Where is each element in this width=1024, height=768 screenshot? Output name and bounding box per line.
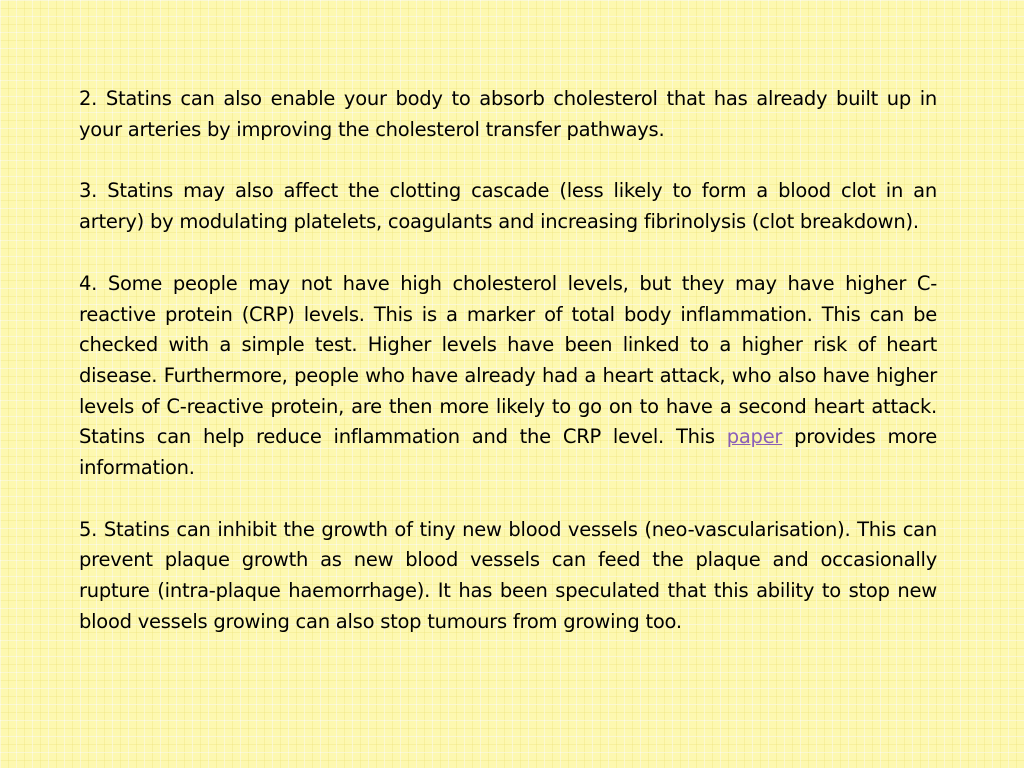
slide-body	[79, 84, 937, 638]
paragraph-2: 2. Statins can also enable your body to absorb cholesterol that has already built up in your arteries by improving the cholesterol transfer pathways.	[79, 87, 937, 141]
paragraph-4-text-start: 4. Some people may not have high cholesterol levels, but they may have higher C-reactive protein (CRP) levels. This is a marker of total body inflammation. This can be checked with a simple test. Higher levels have been linked to a higher risk of heart disease. Furthermore, people who have already had a heart attack, who also have higher levels of C-reactive protein, are then more likely to go on to have a second heart attack. Statins can help reduce inflammation and the CRP level. This	[79, 271, 937, 449]
paragraph-3: 3. Statins may also affect the clotting cascade (less likely to form a blood clot in an artery) by modulating platelets, coagulants and increasing fibrinolysis (clot breakdown).	[79, 179, 937, 234]
paragraph-5: 5. Statins can inhibit the growth of tiny new blood vessels (neo-vascularisation). This can prevent plaque growth as new blood vessels can feed the plaque and occasionally rupture (intra-plaque haemorrhage). It has been speculated that this ability to stop new blood vessels growing can also stop tumours from growing too.	[79, 517, 937, 633]
paragraph-4-text-end: provides more information.	[79, 425, 937, 480]
paragraph-4	[79, 269, 937, 484]
paper-link[interactable]: paper	[726, 425, 783, 449]
